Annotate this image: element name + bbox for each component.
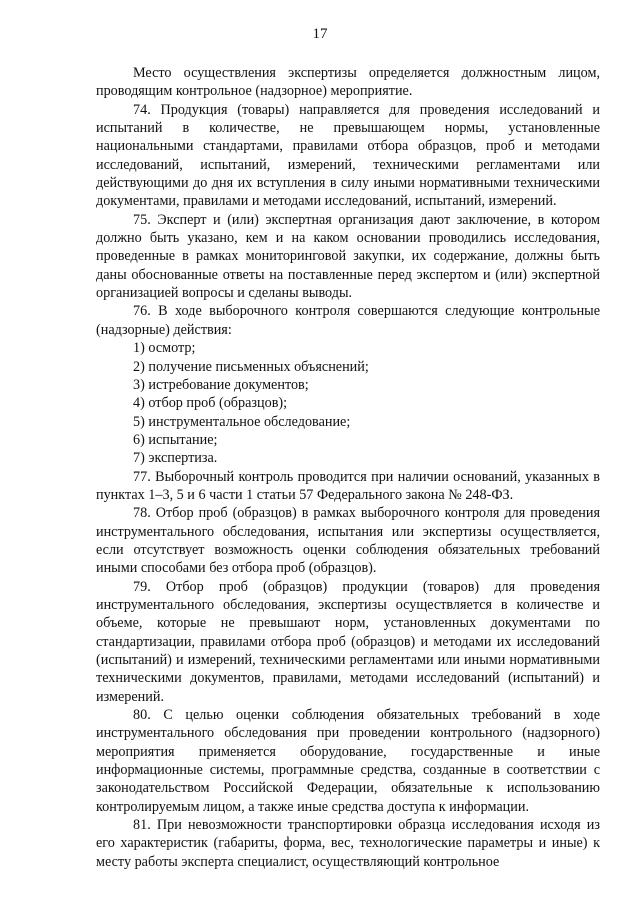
list-item-7: 7) экспертиза. — [133, 450, 218, 467]
paragraph-78: 78. Отбор проб (образцов) в рамках выборочного контроля для проведения инструментального обследования, испытания или экспертизы осуществляется, если отсутствует возможность оценки соблюдения обязательных требований иными способами без отбора проб (образцов). — [96, 505, 600, 577]
paragraph-76: 76. В ходе выборочного контроля совершаются следующие контрольные (надзорные) действия: — [96, 303, 600, 338]
paragraph-expertise-location: Место осуществления экспертизы определяется должностным лицом, проводящим контрольное (надзорное) мероприятие. — [96, 65, 600, 100]
paragraph-75: 75. Эксперт и (или) экспертная организация дают заключение, в котором должно быть указано, кем и на каком основании проводились исследования, проведенные в рамках мониторинговой закупки, их содержание, должны быть даны обоснованные ответы на поставленные перед экспертом и (или) экспертной организацией вопросы и сделаны выводы. — [96, 211, 600, 302]
paragraph-81: 81. При невозможности транспортировки образца исследования исходя из его характеристик (габариты, форма, вес, технологические параметры и иные) к месту работы эксперта специалист, осуществляющий контрольное — [96, 817, 600, 870]
page-number: 17 — [312, 26, 328, 42]
paragraph-80: 80. С целью оценки соблюдения обязательных требований в ходе инструментального обследования при проведении контрольного (надзорного) мероприятия применяется оборудование, государственные и иные информационные системы, программные средства, созданные в соответствии с законодательством Российской Федерации, обязательные к использованию контролируемым лицом, а также иные средства доступа к информации. — [96, 707, 600, 815]
paragraph-79: 79. Отбор проб (образцов) продукции (товаров) для проведения инструментального обследования, экспертизы осуществляется в количестве и объеме, которые не превышают норм, установленных документами по стандартизации, правилами отбора проб (образцов) и методами их исследований (испытаний) и измерений, техническими регламентами или иными нормативными техническими документов, правилами, методами исследований (испытаний) и измерений. — [96, 578, 600, 705]
list-item-3: 3) истребование документов; — [133, 376, 309, 393]
list-item-4: 4) отбор проб (образцов); — [133, 395, 288, 412]
list-item-2: 2) получение письменных объяснений; — [133, 358, 369, 375]
paragraph-74: 74. Продукция (товары) направляется для проведения исследований и испытаний в количестве, не превышающем нормы, установленные национальными стандартами, правилами отбора образцов, проб и методами исследований, испытаний, измерений, техническими регламентами или действующими до дня их вступления в силу иными нормативными техническими документами, правилами и методами исследований, испытаний, измерений. — [96, 101, 600, 210]
list-item-1: 1) осмотр; — [133, 340, 196, 357]
list-item-5: 5) инструментальное обследование; — [133, 413, 351, 430]
document-body — [96, 64, 600, 871]
list-item-6: 6) испытание; — [133, 431, 218, 448]
paragraph-77: 77. Выборочный контроль проводится при наличии оснований, указанных в пунктах 1–3, 5 и 6 части 1 статьи 57 Федерального закона № 248-ФЗ. — [96, 468, 600, 503]
